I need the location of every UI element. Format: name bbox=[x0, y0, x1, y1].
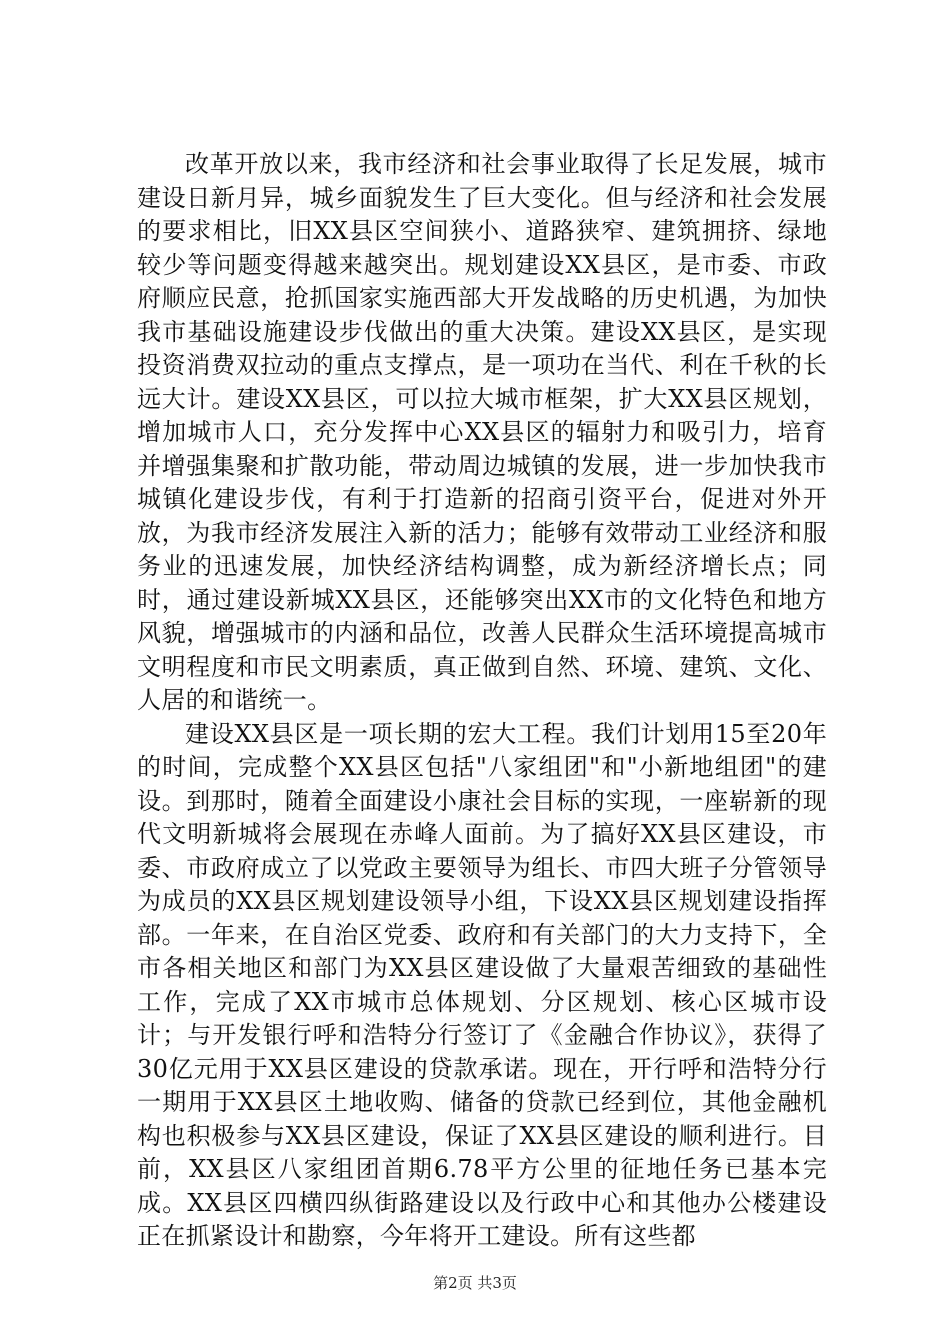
paragraph-2: 建设XX县区是一项长期的宏大工程。我们计划用15至20年的时间，完成整个XX县区包括"八家组团"和"小新地组团"的建设。到那时，随着全面建设小康社会目标的实现，一座崭新的现代文明新城将会展现在赤峰人面前。为了搞好XX县区建设，市委、市政府成立了以党政主要领导为组长、市四大班子分管领导为成员的XX县区规划建设领导小组，下设XX县区规划建设指挥部。一年来，在自治区党委、政府和有关部门的大力支持下，全市各相关地区和部门为XX县区建设做了大量艰苦细致的基础性工作，完成了XX市城市总体规划、分区规划、核心区城市设计；与开发银行呼和浩特分行签订了《金融合作协议》，获得了30亿元用于XX县区建设的贷款承诺。现在，开行呼和浩特分行一期用于XX县区土地收购、储备的贷款已经到位，其他金融机构也积极参与XX县区建设，保证了XX县区建设的顺利进行。目前，XX县区八家组团首期6.78平方公里的征地任务已基本完成。XX县区四横四纵街路建设以及行政中心和其他办公楼建设正在抓紧设计和勘察，今年将开工建设。所有这些都 bbox=[137, 719, 827, 1250]
paragraph-1: 改革开放以来，我市经济和社会事业取得了长足发展，城市建设日新月异，城乡面貌发生了巨大变化。但与经济和社会发展的要求相比，旧XX县区空间狭小、道路狭窄、建筑拥挤、绿地较少等问题变得越来越突出。规划建设XX县区，是市委、市政府顺应民意，抢抓国家实施西部大开发战略的历史机遇，为加快我市基础设施建设步伐做出的重大决策。建设XX县区，是实现投资消费双拉动的重点支撑点，是一项功在当代、利在千秋的长远大计。建设XX县区，可以拉大城市框架，扩大XX县区规划，增加城市人口，充分发挥中心XX县区的辐射力和吸引力，培育并增强集聚和扩散功能，带动周边城镇的发展，进一步加快我市城镇化建设步伐，有利于打造新的招商引资平台，促进对外开放，为我市经济发展注入新的活力；能够有效带动工业经济和服务业的迅速发展，加快经济结构调整，成为新经济增长点；同时，通过建设新城XX县区，还能够突出XX市的文化特色和地方风貌，增强城市的内涵和品位，改善人民群众生活环境提高城市文明程度和市民文明素质，真正做到自然、环境、建筑、文化、人居的和谐统一。 bbox=[137, 150, 827, 714]
document-body bbox=[137, 148, 827, 1254]
page-footer: 第2页 共3页 bbox=[433, 1274, 517, 1292]
